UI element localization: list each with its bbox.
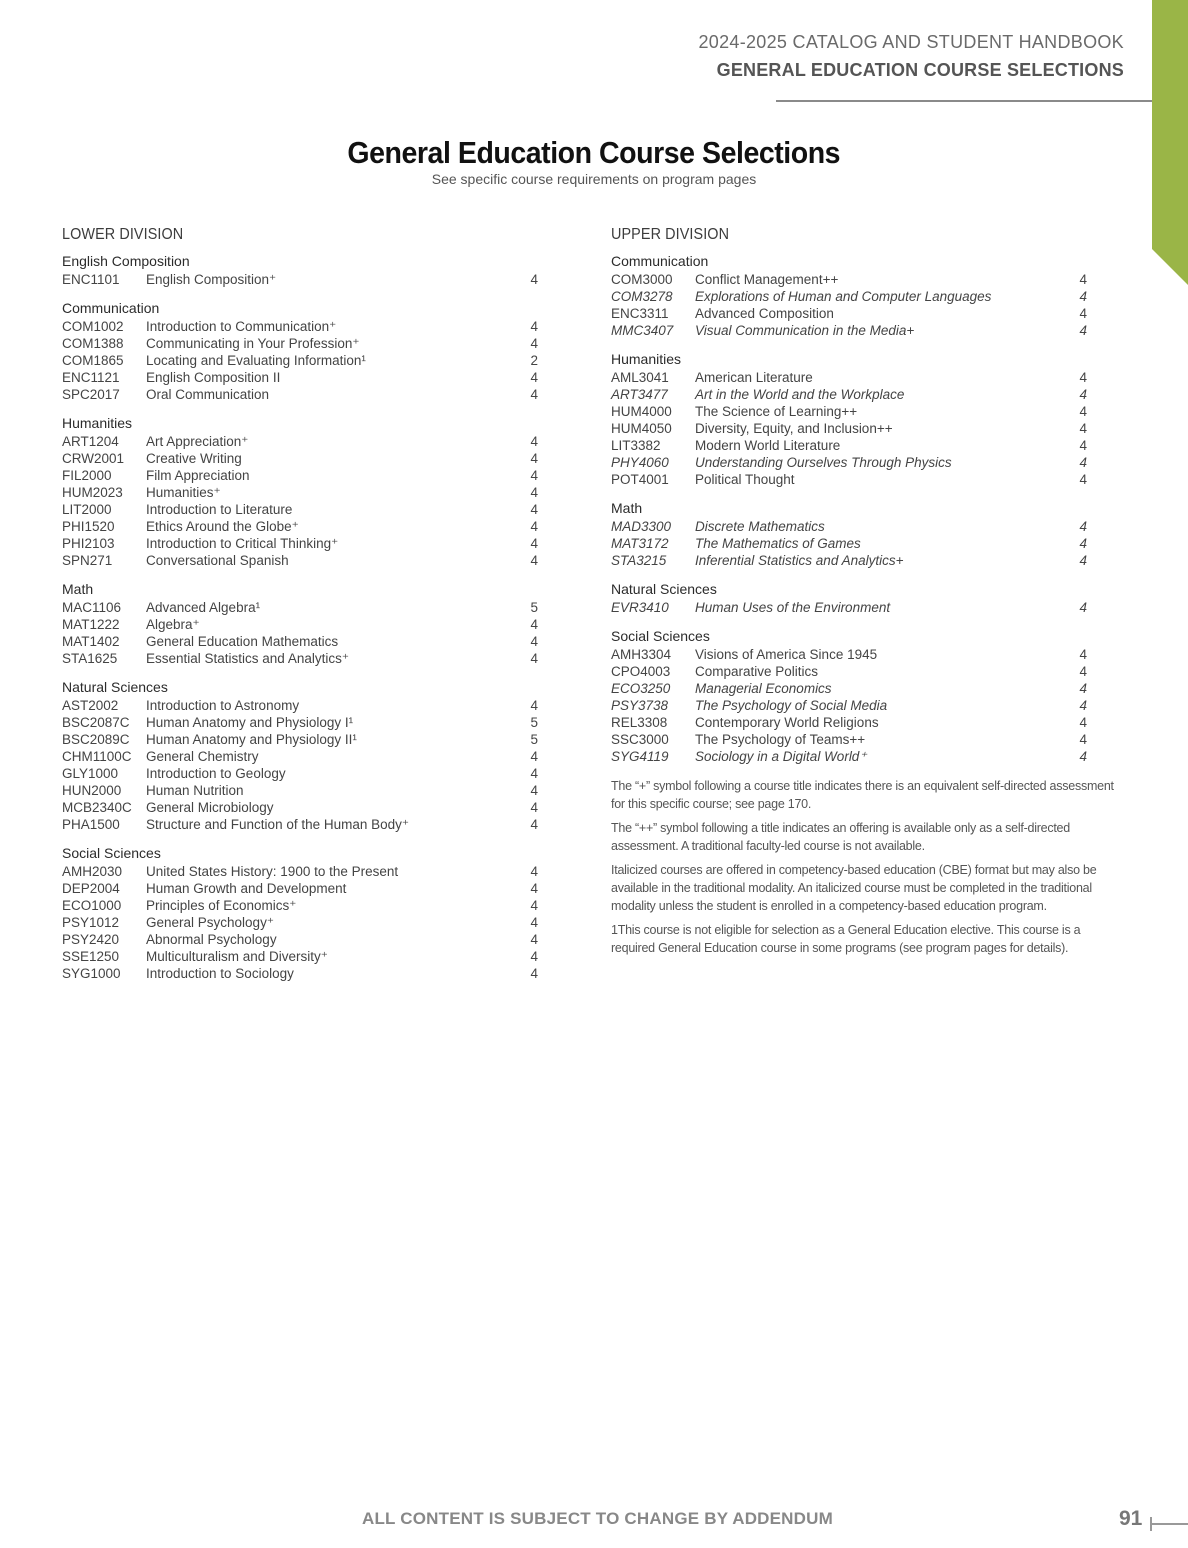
upper-division-column — [611, 226, 1114, 963]
course-row — [611, 305, 1089, 322]
section-title: GENERAL EDUCATION COURSE SELECTIONS — [716, 60, 1124, 80]
course-group-title: Social Sciences — [611, 628, 710, 644]
course-credits: 4 — [530, 966, 538, 981]
course-name: Contemporary World Religions — [695, 715, 879, 730]
course-credits: 4 — [1079, 455, 1087, 470]
course-code: SPC2017 — [62, 387, 120, 402]
lower-division-groups — [62, 252, 540, 982]
course-group-title: Humanities — [62, 415, 133, 431]
course-name: Introduction to Literature — [146, 502, 293, 517]
course-row — [62, 697, 540, 714]
course-credits: 4 — [530, 766, 538, 781]
course-name: Explorations of Human and Computer Languages — [695, 289, 992, 304]
course-credits: 4 — [1079, 323, 1087, 338]
course-name: Structure and Function of the Human Body⁺ — [146, 817, 410, 832]
course-credits: 4 — [530, 468, 538, 483]
course-row — [62, 863, 540, 880]
course-row — [611, 646, 1089, 663]
course-row — [62, 271, 540, 288]
course-name: Art in the World and the Workplace — [695, 387, 905, 402]
page-header — [698, 32, 1124, 81]
course-code: SSC3000 — [611, 732, 669, 747]
course-credits: 4 — [1079, 472, 1087, 487]
course-row — [611, 420, 1089, 437]
course-credits: 4 — [1079, 715, 1087, 730]
course-credits: 4 — [530, 434, 538, 449]
course-code: MCB2340C — [62, 800, 132, 815]
course-code: AMH2030 — [62, 864, 123, 879]
course-credits: 4 — [530, 485, 538, 500]
course-group — [611, 252, 1089, 339]
course-group — [62, 299, 540, 403]
course-name: Sociology in a Digital World⁺ — [695, 749, 867, 764]
course-name: Human Nutrition — [146, 783, 244, 798]
course-code: PSY2420 — [62, 932, 120, 947]
course-group — [62, 580, 540, 667]
course-name: Human Anatomy and Physiology II¹ — [146, 732, 357, 747]
course-row — [62, 880, 540, 897]
course-group — [62, 252, 540, 288]
course-name: Advanced Composition — [695, 306, 834, 321]
course-credits: 4 — [530, 915, 538, 930]
course-credits: 4 — [1079, 600, 1087, 615]
course-name: Humanities⁺ — [146, 485, 221, 500]
course-name: Conversational Spanish — [146, 553, 289, 568]
course-code: SYG4119 — [611, 749, 669, 764]
course-row — [62, 450, 540, 467]
course-row — [62, 518, 540, 535]
course-name: Communicating in Your Profession⁺ — [146, 336, 360, 351]
course-credits: 4 — [530, 949, 538, 964]
page-number: 91 — [1119, 1507, 1143, 1530]
course-row — [62, 616, 540, 633]
course-credits: 4 — [1079, 421, 1087, 436]
course-group — [62, 414, 540, 569]
course-group-title: Social Sciences — [62, 845, 161, 861]
course-row — [62, 782, 540, 799]
addendum-notice: ALL CONTENT IS SUBJECT TO CHANGE BY ADDENDUM — [362, 1509, 833, 1528]
course-row — [611, 680, 1089, 697]
course-credits: 4 — [1079, 306, 1087, 321]
course-code: LIT2000 — [62, 502, 112, 517]
course-group — [611, 627, 1089, 765]
course-group — [62, 678, 540, 833]
course-row — [611, 288, 1089, 305]
course-name: Comparative Politics — [695, 664, 819, 679]
course-code: HUN2000 — [62, 783, 122, 798]
course-row — [62, 501, 540, 518]
course-row — [62, 467, 540, 484]
course-row — [611, 386, 1089, 403]
page-marker-line — [1150, 1523, 1188, 1525]
course-row — [611, 437, 1089, 454]
course-group-title: Math — [611, 500, 643, 516]
footnote: 1This course is not eligible for selection as a General Education elective. This course is a required General Education course in some programs (see program pages for details). — [611, 923, 1081, 955]
course-code: PHA1500 — [62, 817, 120, 832]
course-code: MAT1402 — [62, 634, 120, 649]
course-name: General Psychology⁺ — [146, 915, 274, 930]
course-name: General Chemistry — [146, 749, 259, 764]
course-name: General Microbiology — [146, 800, 274, 815]
course-row — [62, 897, 540, 914]
course-code: POT4001 — [611, 472, 669, 487]
course-row — [62, 335, 540, 352]
course-code: CRW2001 — [62, 451, 125, 466]
course-row — [62, 535, 540, 552]
course-row — [62, 914, 540, 931]
course-name: Discrete Mathematics — [695, 519, 825, 534]
course-name: Locating and Evaluating Information¹ — [146, 353, 366, 368]
course-credits: 4 — [530, 336, 538, 351]
course-code: MAT1222 — [62, 617, 120, 632]
course-row — [62, 484, 540, 501]
course-row — [62, 816, 540, 833]
course-credits: 5 — [530, 600, 538, 615]
course-credits: 4 — [530, 387, 538, 402]
course-name: Oral Communication — [146, 387, 270, 402]
footnote: Italicized courses are offered in competency-based education (CBE) format but may also be available in the traditional modality. An italicized course must be completed in the traditional modality unless the student is enrolled in a competency-based education program. — [611, 863, 1097, 913]
course-row — [62, 965, 540, 982]
course-code: COM3278 — [611, 289, 673, 304]
course-credits: 4 — [530, 519, 538, 534]
header-divider — [776, 100, 1152, 102]
course-row — [611, 471, 1089, 488]
course-row — [62, 650, 540, 667]
course-code: SYG1000 — [62, 966, 121, 981]
course-code: MAT3172 — [611, 536, 669, 551]
course-credits: 4 — [1079, 536, 1087, 551]
course-name: Creative Writing — [146, 451, 242, 466]
course-row — [62, 633, 540, 650]
course-credits: 4 — [530, 502, 538, 517]
course-credits: 4 — [530, 881, 538, 896]
course-credits: 4 — [1079, 664, 1087, 679]
course-row — [62, 599, 540, 616]
course-row — [62, 931, 540, 948]
course-credits: 4 — [1079, 681, 1087, 696]
course-credits: 4 — [1079, 519, 1087, 534]
course-name: Introduction to Critical Thinking⁺ — [146, 536, 339, 551]
page-subtitle: See specific course requirements on program pages — [431, 171, 757, 187]
lower-division-column — [62, 226, 540, 982]
course-code: ENC3311 — [611, 306, 669, 321]
course-row — [611, 731, 1089, 748]
title-block — [0, 135, 1188, 187]
course-code: PSY1012 — [62, 915, 120, 930]
course-name: Advanced Algebra¹ — [146, 600, 261, 615]
course-name: Introduction to Astronomy — [146, 698, 300, 713]
upper-division-groups — [611, 252, 1089, 765]
course-row — [611, 369, 1089, 386]
course-row — [611, 697, 1089, 714]
course-code: BSC2087C — [62, 715, 130, 730]
course-credits: 4 — [1079, 438, 1087, 453]
course-code: COM3000 — [611, 272, 673, 287]
course-group-title: Humanities — [611, 351, 682, 367]
course-row — [611, 552, 1089, 569]
course-row — [611, 403, 1089, 420]
course-credits: 4 — [530, 898, 538, 913]
course-credits: 2 — [530, 353, 538, 368]
course-code: MMC3407 — [611, 323, 674, 338]
course-code: ECO3250 — [611, 681, 671, 696]
course-credits: 4 — [530, 932, 538, 947]
course-name: Visions of America Since 1945 — [695, 647, 878, 662]
course-name: Abnormal Psychology — [146, 932, 277, 947]
course-credits: 4 — [530, 749, 538, 764]
course-name: United States History: 1900 to the Present — [146, 864, 399, 879]
course-credits: 4 — [530, 800, 538, 815]
course-name: English Composition II — [146, 370, 281, 385]
course-row — [611, 714, 1089, 731]
lower-division-heading: LOWER DIVISION — [62, 226, 184, 243]
course-name: Human Anatomy and Physiology I¹ — [146, 715, 354, 730]
course-name: Introduction to Geology — [146, 766, 286, 781]
course-name: Introduction to Communication⁺ — [146, 319, 337, 334]
course-code: MAD3300 — [611, 519, 672, 534]
course-name: Visual Communication in the Media+ — [695, 323, 915, 338]
course-code: REL3308 — [611, 715, 668, 730]
course-credits: 4 — [530, 536, 538, 551]
course-name: Conflict Management++ — [695, 272, 839, 287]
course-code: ART1204 — [62, 434, 119, 449]
course-name: Inferential Statistics and Analytics+ — [695, 553, 904, 568]
course-code: SPN271 — [62, 553, 113, 568]
course-name: Modern World Literature — [695, 438, 841, 453]
course-credits: 4 — [1079, 370, 1087, 385]
upper-division-heading: UPPER DIVISION — [611, 226, 730, 243]
course-credits: 4 — [1079, 647, 1087, 662]
course-group-title: Communication — [611, 253, 709, 269]
course-name: Managerial Economics — [695, 681, 832, 696]
course-group — [611, 499, 1089, 569]
course-code: AST2002 — [62, 698, 119, 713]
course-code: CPO4003 — [611, 664, 671, 679]
footnote: The “+” symbol following a course title indicates there is an equivalent self-directed assessment for this specific course; see page 170. — [611, 779, 1114, 811]
course-name: English Composition⁺ — [146, 272, 277, 287]
course-row — [62, 748, 540, 765]
course-code: HUM4000 — [611, 404, 672, 419]
course-code: SSE1250 — [62, 949, 120, 964]
course-code: HUM4050 — [611, 421, 672, 436]
course-row — [611, 663, 1089, 680]
course-group-title: Communication — [62, 300, 160, 316]
course-name: Algebra⁺ — [146, 617, 200, 632]
course-credits: 4 — [1079, 272, 1087, 287]
course-credits: 4 — [530, 272, 538, 287]
course-group-title: Math — [62, 581, 94, 597]
course-row — [611, 454, 1089, 471]
course-credits: 4 — [1079, 749, 1087, 764]
course-name: Ethics Around the Globe⁺ — [146, 519, 299, 534]
course-group-title: Natural Sciences — [62, 679, 168, 695]
course-group-title: Natural Sciences — [611, 581, 717, 597]
course-group-title: English Composition — [62, 253, 190, 269]
course-name: The Science of Learning++ — [695, 404, 858, 419]
course-code: PHY4060 — [611, 455, 669, 470]
course-row — [62, 552, 540, 569]
course-credits: 4 — [530, 634, 538, 649]
course-name: The Psychology of Social Media — [695, 698, 888, 713]
course-name: American Literature — [695, 370, 813, 385]
course-row — [62, 369, 540, 386]
course-code: CHM1100C — [62, 749, 132, 764]
course-credits: 4 — [530, 783, 538, 798]
course-credits: 4 — [530, 451, 538, 466]
course-row — [611, 599, 1089, 616]
course-row — [62, 318, 540, 335]
course-name: Principles of Economics⁺ — [146, 898, 297, 913]
course-credits: 4 — [530, 553, 538, 568]
course-credits: 4 — [530, 319, 538, 334]
course-code: LIT3382 — [611, 438, 661, 453]
course-credits: 5 — [530, 715, 538, 730]
course-code: BSC2089C — [62, 732, 130, 747]
course-name: Art Appreciation⁺ — [146, 434, 249, 449]
course-row — [62, 433, 540, 450]
course-name: Human Uses of the Environment — [695, 600, 891, 615]
course-code: DEP2004 — [62, 881, 120, 896]
course-row — [611, 518, 1089, 535]
course-name: Understanding Ourselves Through Physics — [695, 455, 952, 470]
course-code: ECO1000 — [62, 898, 122, 913]
course-credits: 4 — [1079, 289, 1087, 304]
course-name: Film Appreciation — [146, 468, 250, 483]
course-code: MAC1106 — [62, 600, 122, 615]
course-group — [611, 350, 1089, 488]
course-name: Multiculturalism and Diversity⁺ — [146, 949, 328, 964]
course-name: Essential Statistics and Analytics⁺ — [146, 651, 349, 666]
course-row — [62, 765, 540, 782]
course-code: PHI2103 — [62, 536, 115, 551]
course-name: Human Growth and Development — [146, 881, 347, 896]
course-name: Introduction to Sociology — [146, 966, 294, 981]
course-code: FIL2000 — [62, 468, 112, 483]
course-code: GLY1000 — [62, 766, 119, 781]
course-code: STA1625 — [62, 651, 118, 666]
course-code: PSY3738 — [611, 698, 669, 713]
page-title: General Education Course Selections — [347, 135, 841, 170]
course-name: The Psychology of Teams++ — [695, 732, 866, 747]
course-credits: 4 — [530, 370, 538, 385]
course-credits: 4 — [530, 698, 538, 713]
course-code: COM1865 — [62, 353, 124, 368]
course-code: HUM2023 — [62, 485, 123, 500]
course-credits: 5 — [530, 732, 538, 747]
course-name: General Education Mathematics — [146, 634, 339, 649]
course-code: ENC1101 — [62, 272, 120, 287]
course-credits: 4 — [530, 651, 538, 666]
footnote: The “++” symbol following a title indicates an offering is available only as a self-directed assessment. A traditional faculty-led course is not available. — [611, 821, 1070, 853]
course-credits: 4 — [1079, 404, 1087, 419]
course-code: AMH3304 — [611, 647, 672, 662]
course-credits: 4 — [530, 617, 538, 632]
course-code: PHI1520 — [62, 519, 115, 534]
course-code: EVR3410 — [611, 600, 669, 615]
course-credits: 4 — [1079, 698, 1087, 713]
course-name: Diversity, Equity, and Inclusion++ — [695, 421, 893, 436]
course-code: COM1002 — [62, 319, 124, 334]
course-credits: 4 — [1079, 732, 1087, 747]
course-row — [62, 799, 540, 816]
course-row — [611, 535, 1089, 552]
course-name: Political Thought — [695, 472, 795, 487]
course-code: ENC1121 — [62, 370, 120, 385]
course-credits: 4 — [1079, 553, 1087, 568]
catalog-title: 2024-2025 CATALOG AND STUDENT HANDBOOK — [698, 32, 1124, 52]
course-group — [62, 844, 540, 982]
course-row — [611, 748, 1089, 765]
course-row — [62, 948, 540, 965]
course-credits: 4 — [1079, 387, 1087, 402]
course-name: The Mathematics of Games — [695, 536, 861, 551]
course-code: STA3215 — [611, 553, 667, 568]
course-row — [611, 271, 1089, 288]
course-row — [62, 352, 540, 369]
course-credits: 4 — [530, 864, 538, 879]
course-row — [62, 386, 540, 403]
course-code: ART3477 — [611, 387, 668, 402]
course-code: AML3041 — [611, 370, 669, 385]
course-row — [62, 731, 540, 748]
course-group — [611, 580, 1089, 616]
course-credits: 4 — [530, 817, 538, 832]
course-row — [611, 322, 1089, 339]
course-row — [62, 714, 540, 731]
footnotes — [611, 777, 1125, 957]
course-code: COM1388 — [62, 336, 124, 351]
